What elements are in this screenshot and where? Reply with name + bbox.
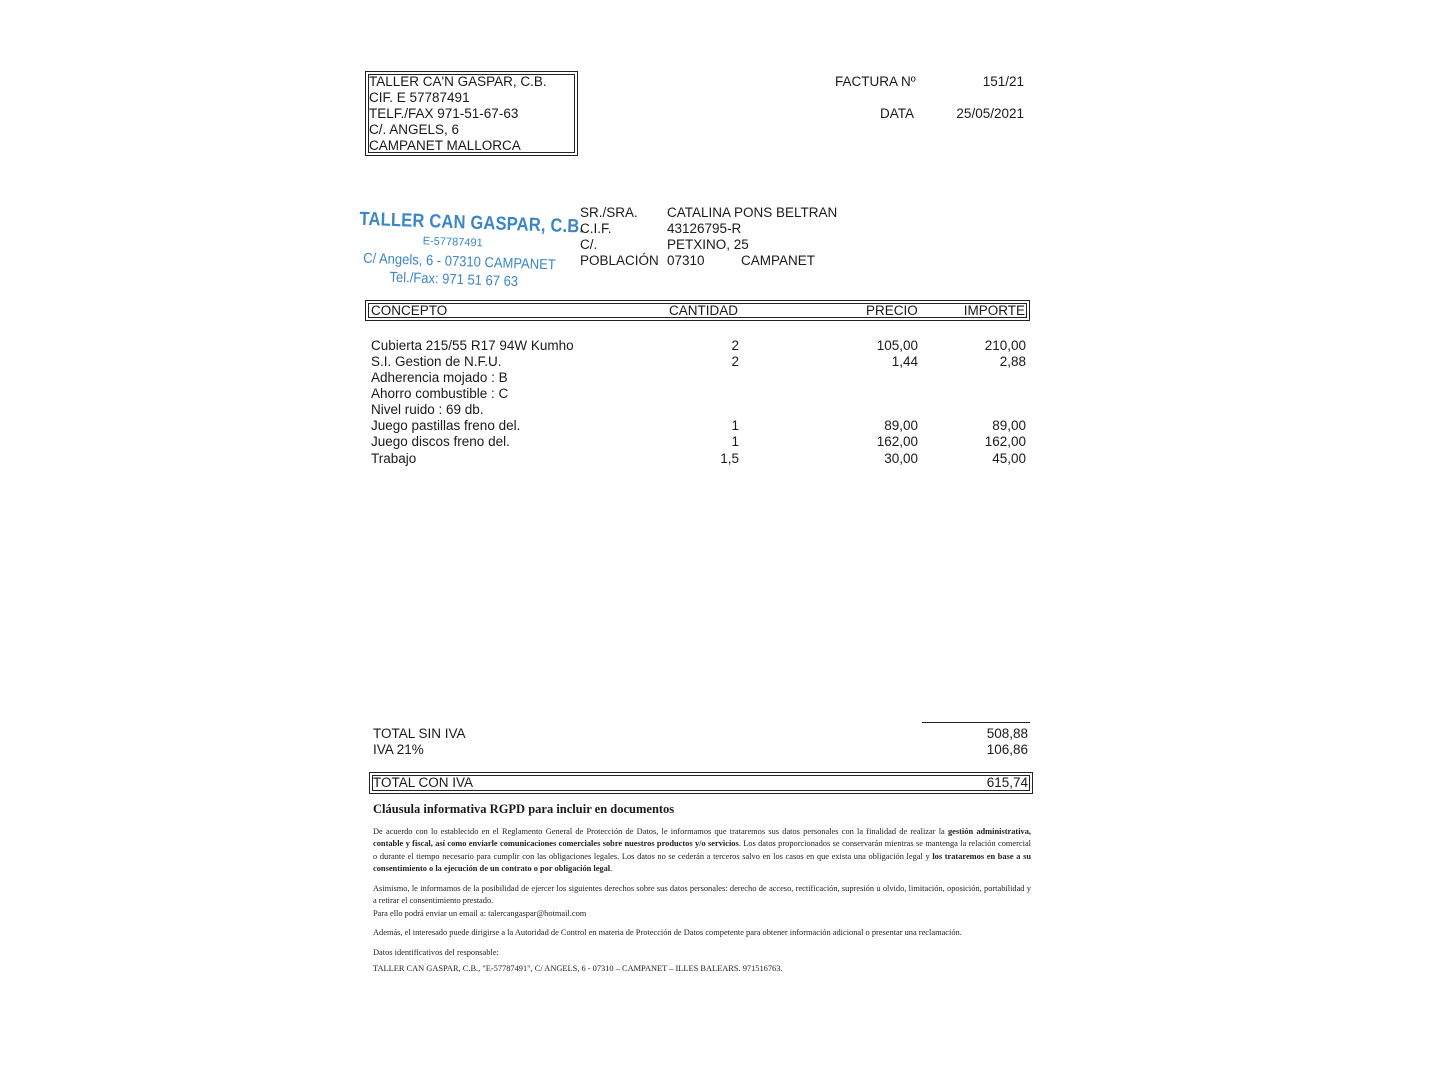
subtotal-label: TOTAL SIN IVA bbox=[373, 726, 466, 741]
row-quantity: 2 bbox=[731, 354, 739, 369]
invoice-date-label: DATA bbox=[880, 106, 915, 121]
vat-value: 106,86 bbox=[986, 742, 1028, 757]
row-concept: Trabajo bbox=[371, 451, 417, 466]
total-value: 615,74 bbox=[986, 775, 1028, 790]
customer-name: CATALINA PONS BELTRAN bbox=[667, 205, 838, 220]
grand-total-box bbox=[369, 772, 1033, 794]
customer-cif-label: C.I.F. bbox=[580, 221, 612, 236]
clause-p1-d: los trataremos en base a su consentimiento o la ejecución de un contrato o por obligación legal bbox=[373, 851, 1031, 873]
row-price: 30,00 bbox=[884, 451, 918, 466]
customer-city: CAMPANET bbox=[741, 253, 816, 268]
row-amount: 210,00 bbox=[984, 338, 1026, 353]
header-price: PRECIO bbox=[866, 303, 918, 318]
clause-title: Cláusula informativa RGPD para incluir en documentos bbox=[373, 802, 675, 816]
row-amount: 89,00 bbox=[992, 418, 1026, 433]
stamp-phone: Tel./Fax: 971 51 67 63 bbox=[389, 268, 519, 290]
vat-label: IVA 21% bbox=[373, 742, 424, 757]
table-row bbox=[0, 418, 1440, 434]
table-row bbox=[0, 434, 1440, 450]
clause-paragraph-3: Para ello podrá enviar un email a: talercangaspar@hotmail.com bbox=[373, 909, 587, 918]
table-row bbox=[0, 370, 1440, 386]
table-row bbox=[0, 402, 1440, 418]
row-amount: 2,88 bbox=[999, 354, 1026, 369]
customer-street-label: C/. bbox=[580, 237, 598, 252]
total-label: TOTAL CON IVA bbox=[373, 775, 474, 790]
company-name: TALLER CA'N GASPAR, C.B. bbox=[369, 74, 547, 89]
invoice-number: 151/21 bbox=[982, 74, 1024, 89]
header-concept: CONCEPTO bbox=[371, 303, 448, 318]
row-price: 105,00 bbox=[876, 338, 918, 353]
clause-paragraph-6: TALLER CAN GASPAR, C.B., "E-57787491", C/ ANGELS, 6 - 07310 – CAMPANET – ILLES BALEARS. 971516763. bbox=[373, 964, 783, 973]
clause-p1-e: . bbox=[610, 863, 613, 873]
row-concept: Ahorro combustible : C bbox=[371, 386, 509, 401]
clause-p1-b: gestión administrativa, contable y fiscal, así como enviarle comunicaciones comerciales sobre nuestros productos y/o servicios bbox=[373, 827, 1031, 849]
row-quantity: 2 bbox=[731, 338, 739, 353]
company-cif: CIF. E 57787491 bbox=[369, 90, 470, 105]
clause-paragraph-5: Datos identificativos del responsable: bbox=[373, 948, 499, 957]
row-concept: Juego pastillas freno del. bbox=[371, 418, 521, 433]
row-price: 1,44 bbox=[891, 354, 918, 369]
table-header bbox=[365, 300, 1030, 321]
customer-street: PETXINO, 25 bbox=[667, 237, 749, 252]
company-phone: TELF./FAX 971-51-67-63 bbox=[369, 106, 519, 121]
row-concept: S.I. Gestion de N.F.U. bbox=[371, 354, 502, 369]
subtotal-value: 508,88 bbox=[986, 726, 1028, 741]
customer-postcode: 07310 bbox=[667, 253, 705, 268]
totals-divider bbox=[922, 722, 1030, 723]
table-row bbox=[0, 386, 1440, 402]
stamp-name: TALLER CAN GASPAR, C.B. bbox=[359, 208, 585, 238]
header-amount: IMPORTE bbox=[963, 303, 1025, 318]
company-street: C/. ANGELS, 6 bbox=[369, 122, 460, 137]
invoice-number-label: FACTURA Nº bbox=[835, 74, 916, 89]
clause-paragraph-4: Además, el interesado puede dirigirse a la Autoridad de Control en materia de Protección de Datos competente para obtener información adicional o presentar una reclamación. bbox=[373, 928, 962, 937]
company-stamp bbox=[355, 205, 585, 302]
row-quantity: 1,5 bbox=[720, 451, 739, 466]
invoice-date: 25/05/2021 bbox=[956, 106, 1024, 121]
row-amount: 162,00 bbox=[984, 434, 1026, 449]
row-price: 89,00 bbox=[884, 418, 918, 433]
row-concept: Juego discos freno del. bbox=[371, 434, 510, 449]
header-quantity: CANTIDAD bbox=[669, 303, 739, 318]
table-row bbox=[0, 338, 1440, 354]
stamp-address: C/ Angels, 6 - 07310 CAMPANET bbox=[362, 249, 557, 273]
clause-paragraph-2: Asimismo, le informamos de la posibilidad de ejercer los siguientes derechos sobre sus datos personales: derecho de acceso, rectificación, supresión u olvido, limitación, oposición, portabilidad y a retirar el consentimiento prestado. bbox=[373, 884, 1031, 906]
clause-paragraph-1 bbox=[373, 826, 1031, 875]
row-concept: Cubierta 215/55 R17 94W Kumho bbox=[371, 338, 574, 353]
customer-cif: 43126795-R bbox=[667, 221, 742, 236]
row-price: 162,00 bbox=[876, 434, 918, 449]
row-concept: Adherencia mojado : B bbox=[371, 370, 508, 385]
row-quantity: 1 bbox=[731, 418, 739, 433]
company-city: CAMPANET MALLORCA bbox=[369, 138, 521, 153]
customer-city-label: POBLACIÓN bbox=[580, 253, 659, 268]
row-concept: Nivel ruido : 69 db. bbox=[371, 402, 484, 417]
row-amount: 45,00 bbox=[992, 451, 1026, 466]
company-info-box bbox=[365, 71, 578, 156]
table-row bbox=[0, 354, 1440, 370]
customer-name-label: SR./SRA. bbox=[580, 205, 638, 220]
clause-p1-c: . Los datos proporcionados se conservarán mientras se mantenga la relación comercial o durante el tiempo necesario para cumplir con las obligaciones legales. Los datos no se cederán a terceros salvo en los casos en que exista una obligación legal y bbox=[373, 839, 1031, 861]
clause-p1-a: De acuerdo con lo establecido en el Reglamento General de Protección de Datos, le informamos que trataremos sus datos personales con la finalidad de realizar la bbox=[373, 827, 948, 836]
row-quantity: 1 bbox=[731, 434, 739, 449]
table-row bbox=[0, 451, 1440, 467]
stamp-cif: E-57787491 bbox=[422, 235, 483, 250]
